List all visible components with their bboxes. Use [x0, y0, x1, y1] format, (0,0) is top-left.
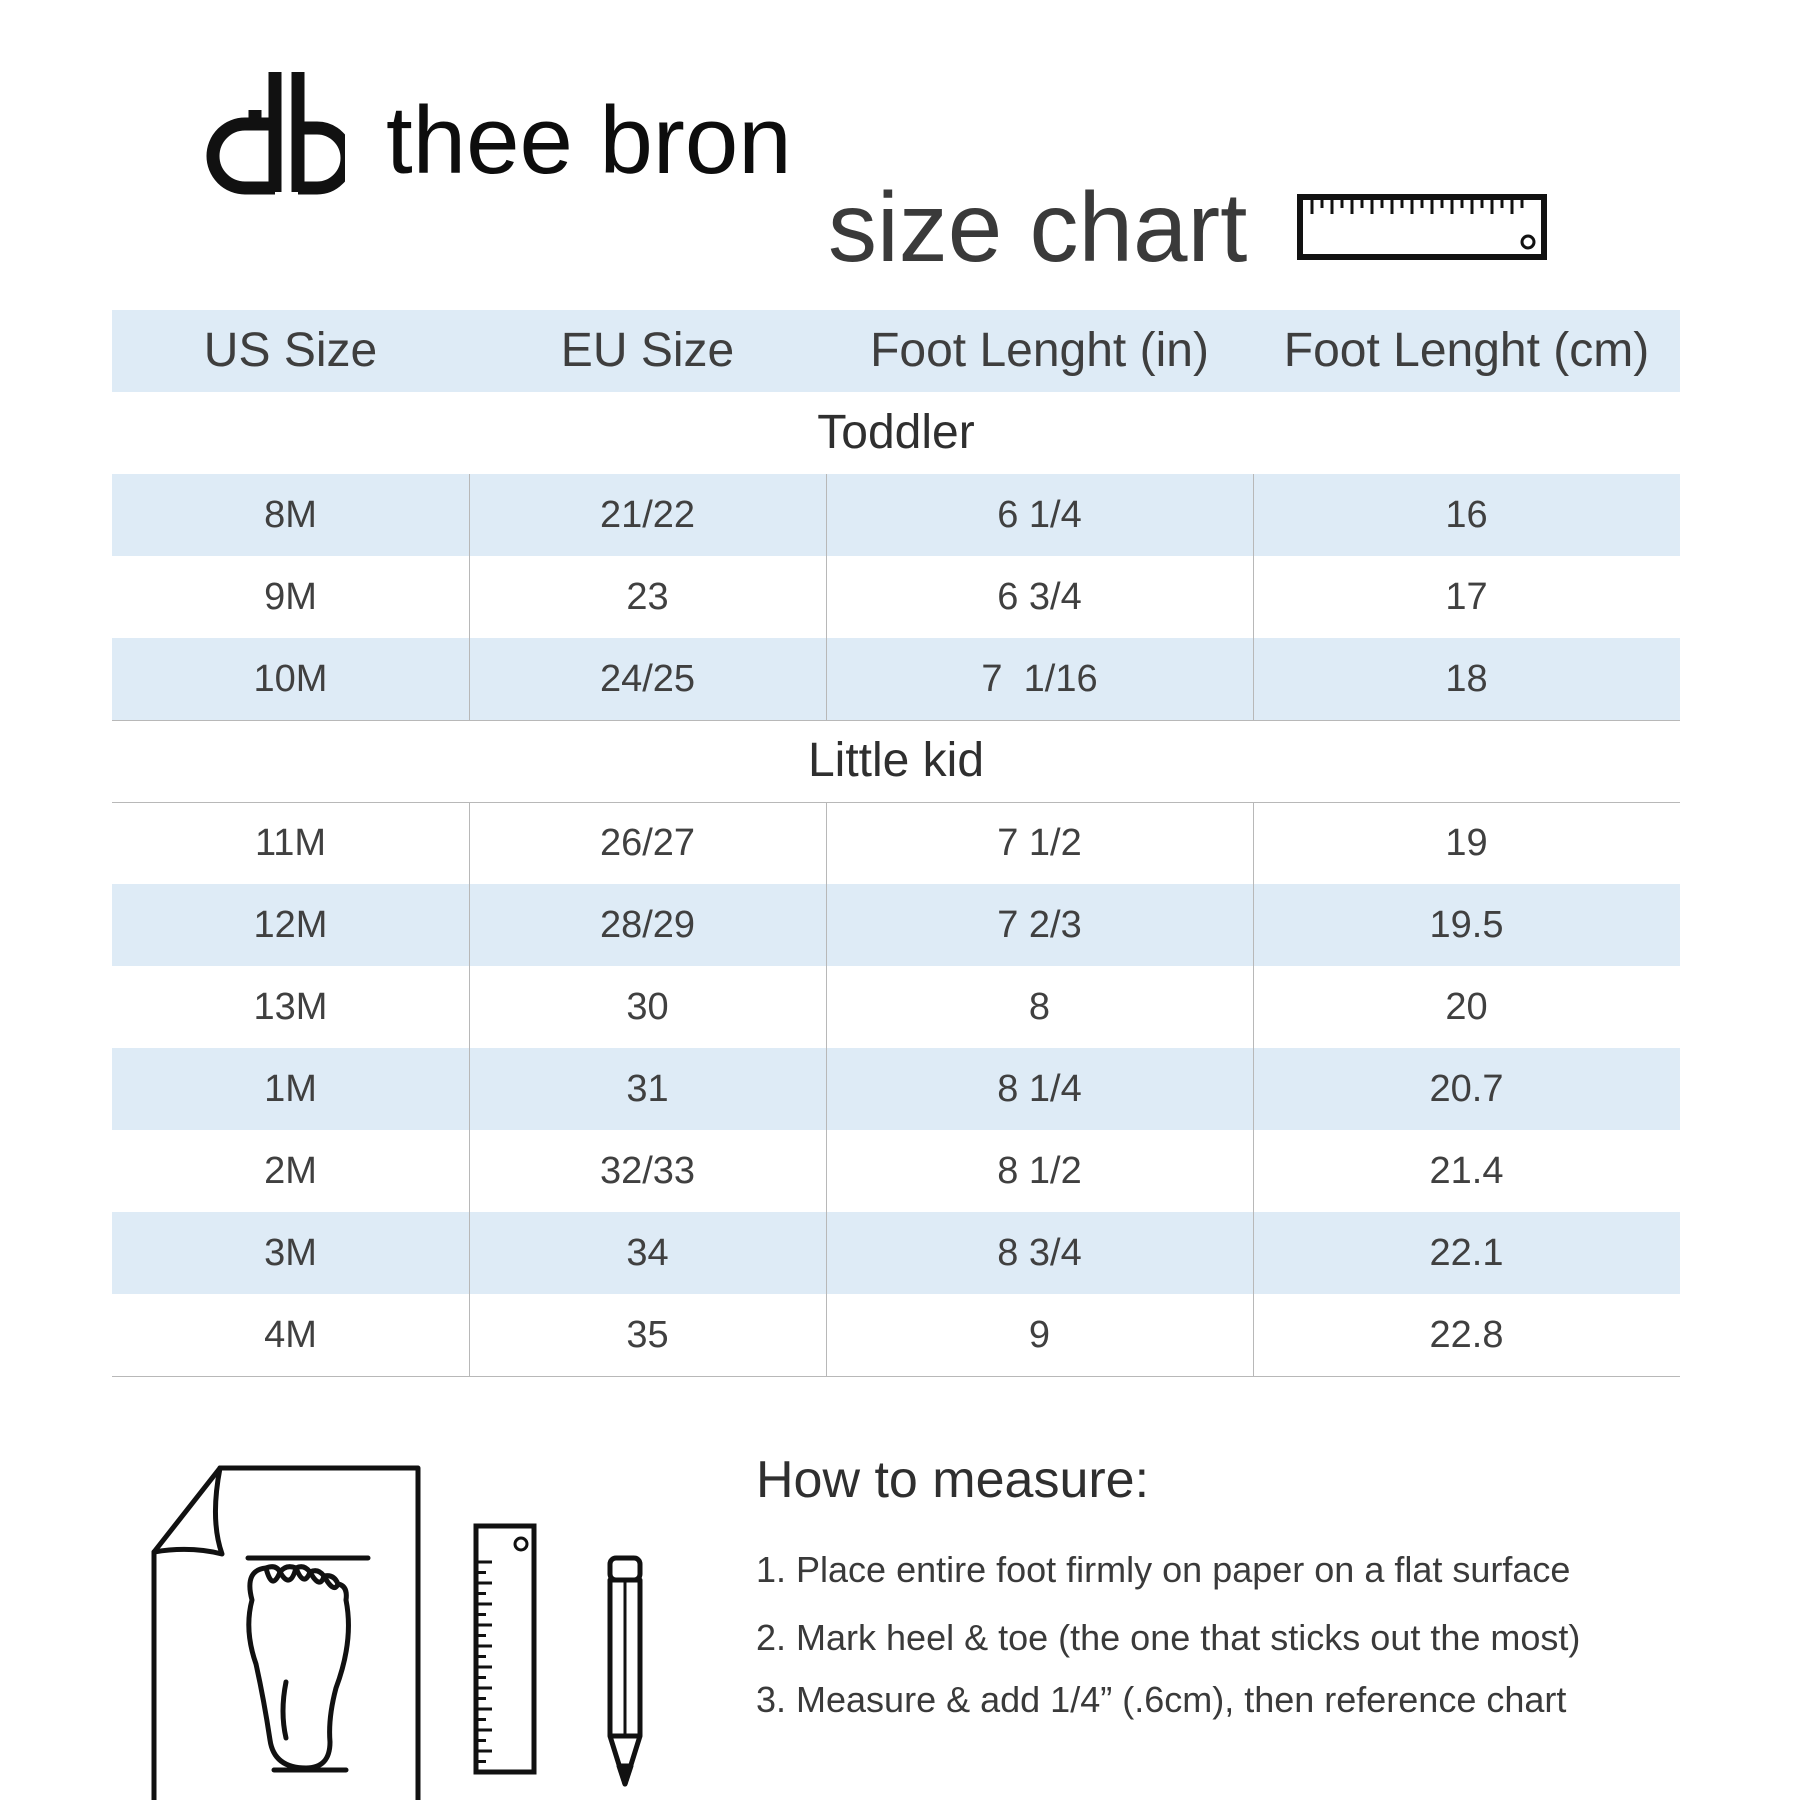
size-table	[112, 310, 1680, 1380]
cell-us-size: 4M	[264, 1314, 317, 1356]
cell-eu-size: 21/22	[599, 494, 696, 536]
measure-title: How to measure:	[756, 1451, 1150, 1509]
cell-foot-length-in: 8 1/2	[997, 1150, 1082, 1192]
cell-us-size: 12M	[253, 904, 328, 946]
paper-foot-icon	[154, 1468, 418, 1800]
page-title: size chart	[828, 172, 1248, 282]
cell-us-size: 11M	[254, 822, 327, 864]
cell-us-size: 13M	[253, 986, 328, 1028]
table-row	[112, 1130, 1680, 1212]
cell-us-size: 2M	[264, 1150, 317, 1192]
cell-eu-size: 28/29	[599, 904, 696, 946]
header-us-size: US Size	[203, 324, 378, 377]
cell-us-size: 9M	[264, 576, 317, 618]
measure-step-1: 1. Place entire foot firmly on paper on a flat surface	[756, 1549, 1571, 1590]
table-row	[112, 884, 1680, 966]
section-label: Toddler	[817, 406, 975, 459]
cell-foot-length-cm: 20	[1445, 986, 1488, 1028]
grid-line	[469, 802, 470, 1376]
cell-eu-size: 32/33	[599, 1150, 696, 1192]
table-row	[112, 966, 1680, 1048]
table-header-row	[112, 310, 1680, 392]
pencil-icon	[610, 1558, 640, 1784]
cell-foot-length-in: 8 1/4	[997, 1068, 1082, 1110]
cell-us-size: 3M	[264, 1232, 317, 1274]
section-row	[112, 392, 1680, 474]
cell-foot-length-cm: 18	[1445, 658, 1488, 700]
cell-us-size: 1M	[264, 1068, 317, 1110]
cell-foot-length-cm: 22.1	[1429, 1232, 1504, 1274]
cell-foot-length-cm: 19	[1445, 822, 1488, 864]
cell-eu-size: 23	[626, 576, 669, 618]
cell-us-size: 10M	[253, 658, 328, 700]
cell-foot-length-in: 6 1/4	[997, 494, 1082, 536]
section-row	[112, 720, 1680, 802]
tb-monogram-icon	[205, 70, 345, 198]
grid-line	[826, 802, 827, 1376]
cell-eu-size: 26/27	[599, 822, 696, 864]
cell-foot-length-in: 9	[1028, 1314, 1051, 1356]
cell-eu-size: 35	[626, 1314, 669, 1356]
table-row	[112, 474, 1680, 556]
grid-line	[112, 1376, 1680, 1377]
measure-illustration	[140, 1450, 700, 1800]
grid-line	[469, 474, 470, 720]
header-foot-length-in: Foot Lenght (in)	[870, 324, 1209, 377]
cell-eu-size: 31	[626, 1068, 669, 1110]
cell-foot-length-cm: 19.5	[1429, 904, 1504, 946]
ruler-icon	[1296, 192, 1548, 262]
table-row	[112, 1048, 1680, 1130]
table-row	[112, 1212, 1680, 1294]
cell-foot-length-cm: 16	[1445, 494, 1488, 536]
cell-foot-length-in: 7 2/3	[997, 904, 1082, 946]
grid-line	[826, 474, 827, 720]
cell-foot-length-in: 7 1/16	[981, 658, 1098, 700]
grid-line	[1253, 802, 1254, 1376]
cell-eu-size: 30	[626, 986, 669, 1028]
header-foot-length-cm: Foot Lenght (cm)	[1283, 324, 1650, 377]
grid-line	[1253, 474, 1254, 720]
section-label: Little kid	[807, 734, 985, 787]
cell-eu-size: 34	[626, 1232, 669, 1274]
measure-step-2: 2. Mark heel & toe (the one that sticks out the most)	[756, 1617, 1581, 1658]
cell-foot-length-cm: 22.8	[1429, 1314, 1504, 1356]
brand-name: thee bron	[386, 87, 792, 194]
ruler-vertical-icon	[476, 1526, 534, 1772]
cell-foot-length-cm: 17	[1445, 576, 1488, 618]
table-row	[112, 556, 1680, 638]
cell-foot-length-in: 8 3/4	[997, 1232, 1082, 1274]
header-eu-size: EU Size	[560, 324, 735, 377]
table-row	[112, 802, 1680, 884]
cell-foot-length-in: 7 1/2	[997, 822, 1082, 864]
cell-foot-length-in: 8	[1028, 986, 1051, 1028]
cell-foot-length-in: 6 3/4	[997, 576, 1082, 618]
cell-foot-length-cm: 21.4	[1429, 1150, 1504, 1192]
table-row	[112, 1294, 1680, 1376]
measure-step-3: 3. Measure & add 1/4” (.6cm), then reference chart	[756, 1679, 1567, 1720]
cell-us-size: 8M	[264, 494, 317, 536]
cell-foot-length-cm: 20.7	[1429, 1068, 1504, 1110]
cell-eu-size: 24/25	[599, 658, 696, 700]
table-row	[112, 638, 1680, 720]
